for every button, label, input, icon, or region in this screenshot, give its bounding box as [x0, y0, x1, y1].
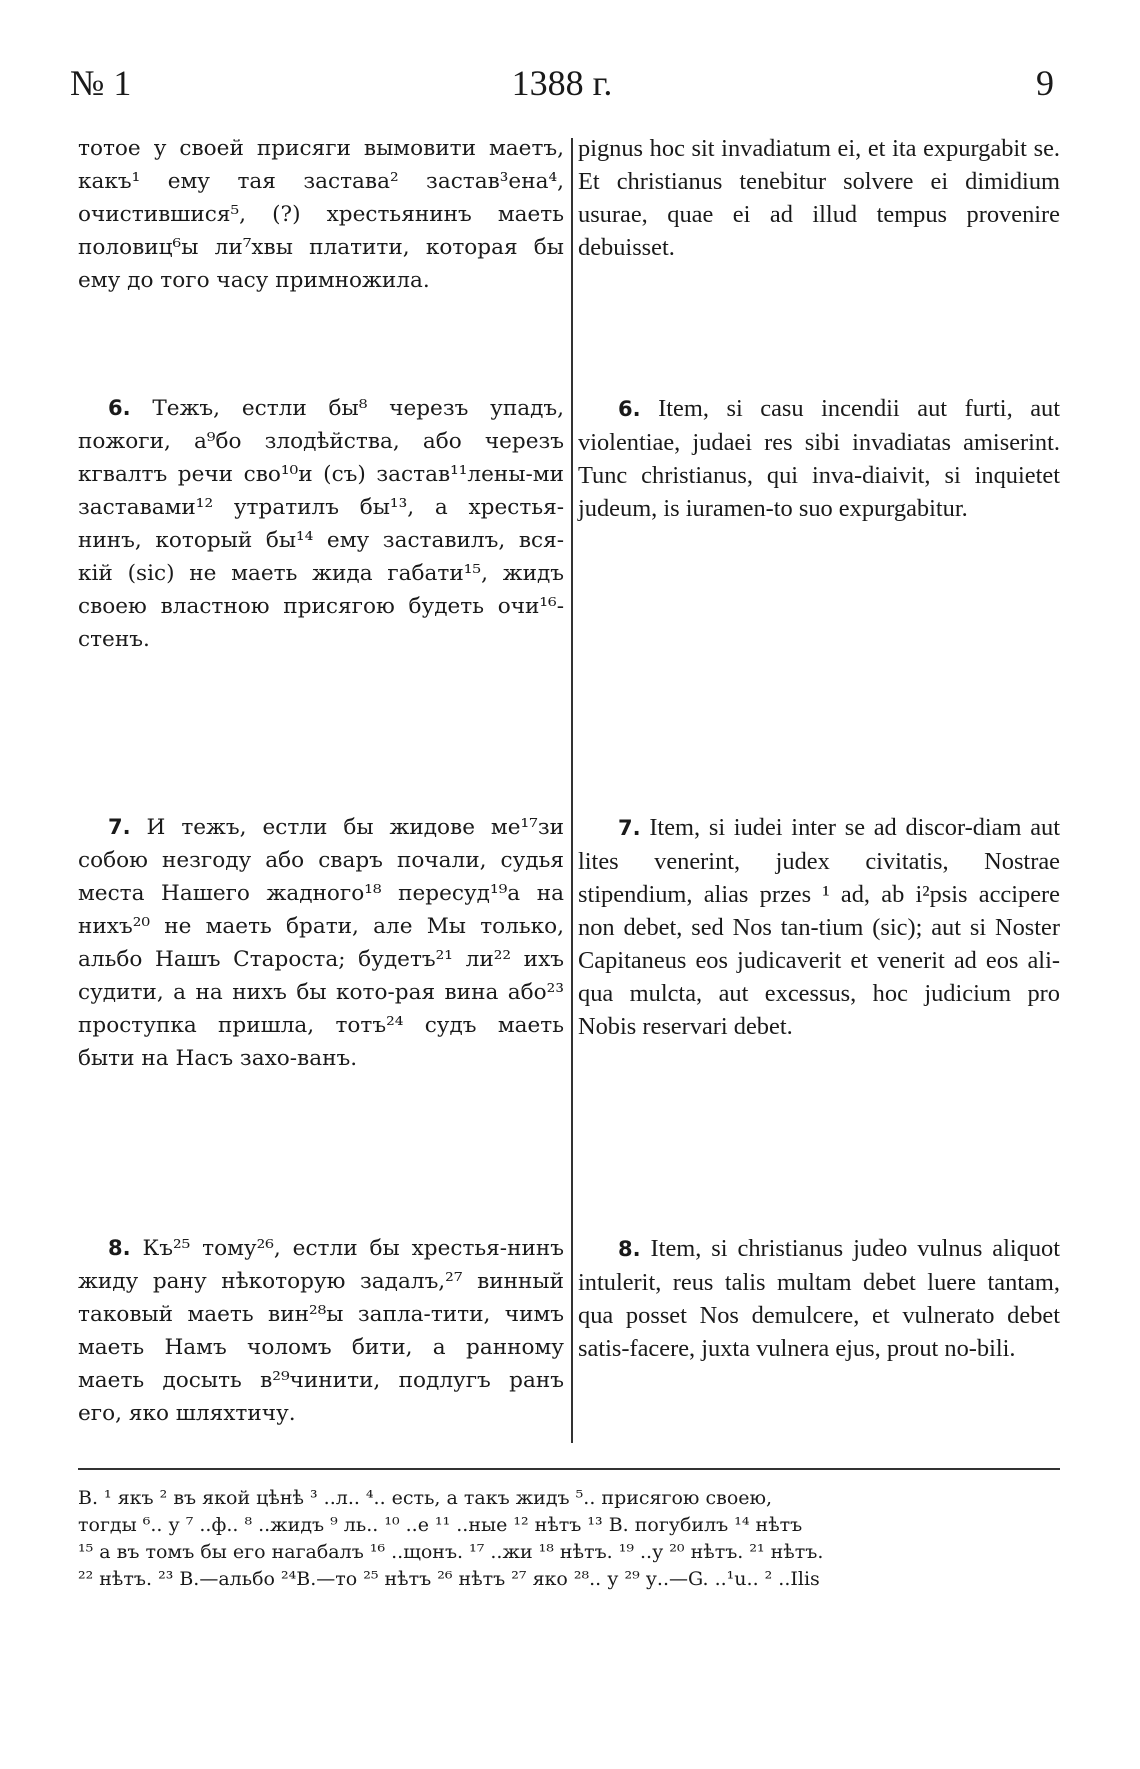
- paragraph-text: Къ²⁵ тому²⁶, естли бы хрестья-нинъ жиду рану нѣкоторую задалъ,²⁷ винный таковый маеть вин²⁸ы запла-тити, чимъ маеть Намъ чоломъ бити, а ранному маеть досыть в²⁹чинити, подлугъ ранъ его, яко шляхтичу.: [78, 1236, 564, 1426]
- footnotes: [78, 1485, 1060, 1593]
- paragraph-text: тотое у своей присяги вымовити маетъ, какъ¹ ему тая застава² застав³ена⁴, очистившися⁵, (?) хрестьянинъ маеть половиц⁶ы ли⁷хвы платити, которая бы ему до того часу примножила.: [78, 136, 564, 293]
- section-continuation-russian: [78, 132, 564, 297]
- footnote-line: тогды ⁶.. у ⁷ ..ф.. ⁸ ..жидъ ⁹ ль.. ¹⁰ ..е ¹¹ ..ные ¹² нѣтъ ¹³ В. погубилъ ¹⁴ нѣтъ: [78, 1514, 803, 1536]
- section-7-latin: [578, 811, 1060, 1043]
- paragraph-text: Item, si iudei inter se ad discor-diam aut lites venerint, judex civitatis, Nostrae stipendium, alias przes ¹ ad, ab i²psis accipere non debet, sed Nos tan-tium (sic); aut si Noster Capitaneus eos judicaverit et venerit ad eos ali-qua mulcta, aut excessus, hoc judicium pro Nobis reservari debet.: [578, 814, 1060, 1040]
- section-8-latin: [578, 1232, 1060, 1365]
- page-number: 9: [1036, 63, 1054, 103]
- section-7-russian: [78, 811, 564, 1075]
- footnote-rule: [78, 1468, 1060, 1470]
- section-number: 7.: [618, 816, 641, 840]
- section-6-russian: [78, 392, 564, 656]
- paragraph-text: Item, si casu incendii aut furti, aut violentiae, judaei res sibi invadiatas amiserint. Tunc christianus, qui inva-diaivit, si inquietet judeum, is iuramen-to suo expurgabitur.: [578, 395, 1060, 522]
- document-year: 1388 г.: [511, 63, 613, 103]
- section-number: 6.: [618, 397, 641, 421]
- page-header: [70, 62, 1054, 112]
- paragraph-text: Тежъ, естли бы⁸ черезъ упадъ, пожоги, а⁹бо злодѣйства, або черезъ кгвалтъ речи сво¹⁰и (съ) застав¹¹лены-ми заставами¹² утратилъ бы¹³, а хрестья-нинъ, который бы¹⁴ ему заставилъ, вся-кій (sic) не маеть жида габати¹⁵, жидъ своею властною присягою будеть очи¹⁶-стенъ.: [78, 396, 564, 652]
- footnote-line: ²² нѣтъ. ²³ В.—альбо ²⁴В.—то ²⁵ нѣтъ ²⁶ нѣтъ ²⁷ яко ²⁸.. у ²⁹ у..—G. ..¹u.. ² ..Ilis: [78, 1568, 820, 1590]
- section-8-russian: [78, 1232, 564, 1430]
- paragraph-text: И тежъ, естли бы жидове ме¹⁷зи собою незгоду або сваръ почали, судья места Нашего жадного¹⁸ пересуд¹⁹а на нихъ²⁰ не маеть брати, але Мы только, альбо Нашъ Староста; будетъ²¹ ли²² ихъ судити, а на нихъ бы кото-рая вина або²³ проступка пришла, тотъ²⁴ судъ маеть быти на Насъ захо-ванъ.: [78, 815, 564, 1071]
- paragraph-text: pignus hoc sit invadiatum ei, et ita expurgabit se. Et christianus tenebitur solvere ei dimidium usurae, quae ei ad illud tempus provenire debuisset.: [578, 135, 1060, 261]
- section-number: 8.: [108, 1236, 131, 1260]
- column-divider: [571, 138, 573, 1443]
- section-number: 6.: [108, 396, 131, 420]
- section-6-latin: [578, 392, 1060, 525]
- document-number: № 1: [70, 63, 132, 103]
- footnote-line: ¹⁵ а въ томъ бы его нагабалъ ¹⁶ ..щонъ. ¹⁷ ..жи ¹⁸ нѣтъ. ¹⁹ ..у ²⁰ нѣтъ. ²¹ нѣтъ.: [78, 1541, 824, 1563]
- section-number: 7.: [108, 815, 131, 839]
- footnote-line: В. ¹ якъ ² въ якой цѣнѣ ³ ..л.. ⁴.. есть, а такъ жидъ ⁵.. присягою своею,: [78, 1487, 773, 1509]
- paragraph-text: Item, si christianus judeo vulnus aliquot intulerit, reus talis multam debet luere tantam, qua posset Nos demulcere, et vulnerato debet satis-facere, juxta vulnera ejus, prout no-bili.: [578, 1235, 1060, 1362]
- section-continuation-latin: [578, 132, 1060, 264]
- section-number: 8.: [618, 1237, 641, 1261]
